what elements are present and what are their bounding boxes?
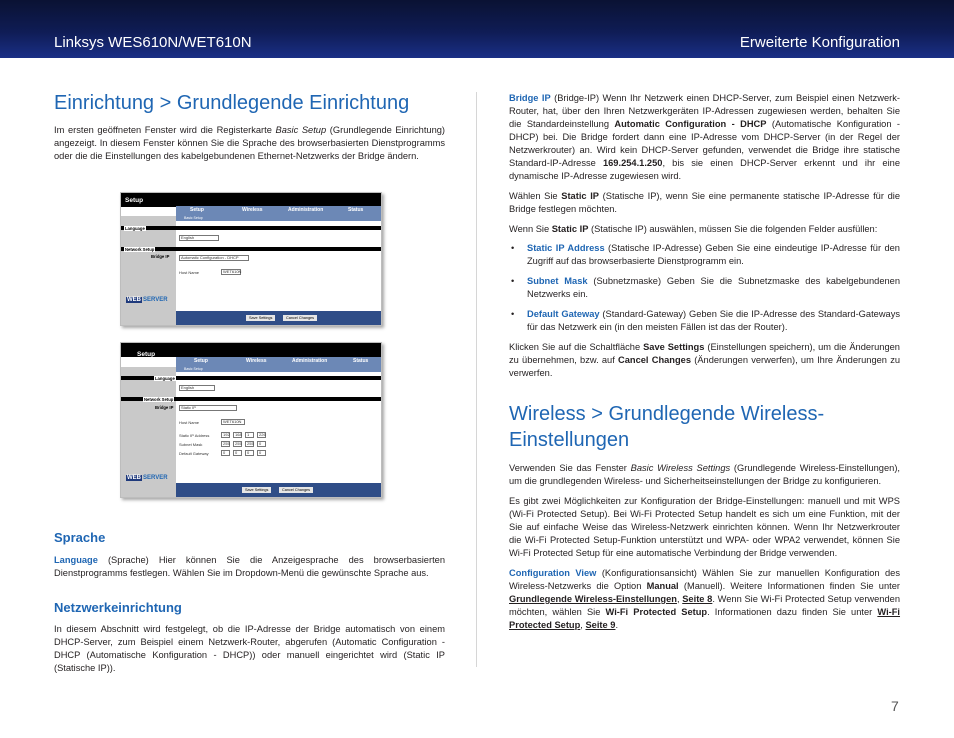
list-item: • Static IP Address (Statische IP-Adresse) Geben Sie eine eindeutige IP-Adresse für den Zugriff auf das browserbasierte Dienstprogramm ein. bbox=[509, 242, 900, 268]
screenshot-label: Network Setup bbox=[144, 397, 174, 402]
screenshot-tab: Setup bbox=[194, 358, 208, 364]
link-page-8[interactable]: Seite 8 bbox=[682, 594, 713, 604]
wps-paragraph: Es gibt zwei Möglichkeiten zur Konfiguration der Bridge-Einstellungen: manuell und mit WPS (Wi-Fi Protected Setup). Bei Wi-Fi Protected Setup handelt es sich um eine Funktion, mit der Sie auf einfache Weise das Wireless-Netzwerk einrichten können. Wenn Ihr Netzwerkrouter die Wi-Fi Protected Setup-Funktion unterstützt und WPA- oder WPA2 verwendet, können Sie Wi-Fi Protected Setup für eine automatische Verbindung der Bridge verwenden. bbox=[509, 496, 900, 558]
bridge-ip-paragraph: Bridge IP (Bridge-IP) Wenn Ihr Netzwerk einen DHCP-Server, zum Beispiel einen Netzwerk-Router, hat, über den Ihren Netzwerkgeräten IP-Adressen zugewiesen werden, behalten Sie die Standardeinstellung Automatic Configuration - DHCP (Automatische Konfiguration - DHCP) bei. Die Bridge fordert dann eine IP-Adresse vom DHCP-Server (in der Regel der Netzwerkrouter) an. Wird kein DHCP-Server gefunden, verwendet die Bridge ihre statische Standard-IP-Adresse 169.254.1.250, bis sie einen DHCP-Server erkennt und ihr eine dynamische IP-Adresse zugewiesen wird. bbox=[509, 93, 901, 181]
screenshot-octet: 168 bbox=[235, 432, 242, 437]
screenshot-label: Network Setup bbox=[125, 247, 155, 252]
screenshot-label: Language bbox=[125, 226, 145, 231]
netzwerk-paragraph: In diesem Abschnitt wird festgelegt, ob die IP-Adresse der Bridge automatisch von einem DHCP-Server, zum Beispiel einem Netzwerk-Router, abgerufen (Automatic Configuration - DHCP (Automatische Konfiguration - DHCP)) oder manuell eingerichtet wird (Static IP (Statische IP)). bbox=[54, 624, 445, 673]
link-page-9[interactable]: Seite 9 bbox=[585, 620, 616, 630]
screenshot-octet: 0 bbox=[221, 450, 230, 456]
header-section: Erweiterte Konfiguration bbox=[739, 34, 900, 51]
screenshot-field-label: Static IP Address bbox=[179, 433, 210, 438]
screenshot-cancel-button: Cancel Changes bbox=[283, 315, 317, 321]
screenshot-octet: 192 bbox=[223, 432, 230, 437]
screenshot-language-select: English bbox=[179, 385, 215, 391]
left-column bbox=[54, 90, 445, 163]
list-item: • Subnet Mask (Subnetzmaske) Geben Sie die Subnetzmaske des kabelgebundenen Netzwerks ein. bbox=[509, 275, 900, 301]
section-title-wireless: Wireless > Grundlegende Wireless-Einstellungen bbox=[509, 403, 825, 451]
screenshot-subtab: Basic Setup bbox=[184, 367, 203, 371]
screenshot-hostname-input: WET610N bbox=[223, 269, 242, 274]
setup-static-screenshot bbox=[120, 342, 382, 498]
screenshot-subtab: Basic Setup bbox=[184, 216, 203, 220]
screenshot-topbar bbox=[121, 193, 381, 207]
right-column bbox=[509, 92, 900, 632]
screenshot-save-button: Save Settings bbox=[242, 487, 271, 493]
link-wps[interactable]: Wi-Fi Protected Setup bbox=[509, 607, 901, 630]
left-lower bbox=[54, 528, 445, 675]
screenshot-octet: 0 bbox=[245, 450, 254, 456]
screenshot-label: Bridge IP bbox=[151, 254, 170, 259]
column-divider bbox=[476, 92, 477, 667]
screenshot-button-bar bbox=[176, 483, 381, 497]
link-basic-wireless[interactable]: Grundlegende Wireless-Einstellungen bbox=[509, 594, 677, 604]
static-fields-list bbox=[509, 242, 900, 334]
list-item: • Default Gateway (Standard-Gateway) Geben Sie die IP-Adresse des Standard-Gateways für das Netzwerk ein (in den meisten Fällen ist das der Router). bbox=[509, 308, 900, 334]
screenshot-cancel-button: Cancel Changes bbox=[279, 487, 313, 493]
screenshot-tab: Setup bbox=[190, 207, 204, 213]
screenshot-static-select: Static IP bbox=[179, 405, 237, 411]
screenshot-tabbar bbox=[176, 357, 381, 367]
heading-netzwerk: Netzwerkeinrichtung bbox=[54, 600, 182, 615]
page-number: 7 bbox=[891, 698, 899, 714]
screenshot-label: Bridge IP bbox=[155, 405, 174, 410]
screenshot-logo: WEB SERVER bbox=[127, 297, 168, 303]
screenshot-tabbar bbox=[176, 206, 381, 216]
header-product: Linksys WES610N/WET610N bbox=[54, 34, 252, 51]
screenshot-tab: Administration bbox=[288, 207, 324, 213]
screenshot-tab: Wireless bbox=[246, 358, 267, 364]
screenshot-logo: WEB SERVER bbox=[127, 475, 168, 481]
page-header bbox=[0, 0, 954, 58]
screenshot-left-panel bbox=[121, 216, 176, 325]
heading-sprache: Sprache bbox=[54, 530, 106, 545]
screenshot-octet: 0 bbox=[257, 450, 266, 456]
screenshot-field-label: Host Name bbox=[179, 270, 200, 275]
screenshot-octet: 0 bbox=[257, 441, 266, 447]
screenshot-hostname-input: WET610N bbox=[221, 419, 245, 425]
screenshot-octet: 255 bbox=[235, 441, 242, 446]
screenshot-button-bar bbox=[176, 311, 381, 325]
screenshot-language-select: English bbox=[179, 235, 219, 241]
screenshot-topbar bbox=[121, 343, 381, 357]
screenshot-tab: Administration bbox=[292, 358, 328, 364]
screenshot-save-button: Save Settings bbox=[246, 315, 275, 321]
static-ip-paragraph: Wählen Sie Static IP (Statische IP), wenn Sie eine permanente statische IP-Adresse für die Bridge festlegen möchten. bbox=[509, 191, 900, 214]
screenshot-tab: Wireless bbox=[242, 207, 263, 213]
screenshot-octet: 1 bbox=[245, 432, 254, 438]
setup-dhcp-screenshot bbox=[120, 192, 382, 326]
static-fields-intro: Wenn Sie Static IP (Statische IP) auswählen, müssen Sie die folgenden Felder ausfüllen: bbox=[509, 224, 878, 234]
screenshot-tab: Status bbox=[348, 207, 364, 213]
screenshot-tab: Status bbox=[353, 358, 369, 364]
screenshot-dhcp-select: Automatic Configuration - DHCP bbox=[179, 255, 249, 261]
sprache-paragraph: Language (Sprache) Hier können Sie die Anzeigesprache des browserbasierten Dienstprogramms festlegen. Wählen Sie im Dropdown-Menü die gewünschte Sprache aus. bbox=[54, 555, 445, 578]
section-title-setup: Einrichtung > Grundlegende Einrichtung bbox=[54, 92, 410, 114]
configuration-view-paragraph: Configuration View (Konfigurationsansicht) Wählen Sie zur manuellen Konfiguration des Wireless-Netzwerks die Option Manual (Manuell). Weitere Informationen finden Sie unter Grundlegende Wireless-Einstellungen, Seite 8. Wenn Sie Wi-Fi Protected Setup verwenden möchten, wählen Sie Wi-Fi Protected Setup. Informationen dazu finden Sie unter Wi-Fi Protected Setup, Seite 9. bbox=[509, 568, 901, 630]
screenshot-octet: 0 bbox=[233, 450, 242, 456]
screenshot-field-label: Subnet Mask bbox=[179, 442, 203, 447]
save-cancel-paragraph: Klicken Sie auf die Schaltfläche Save Settings (Einstellungen speichern), um die Änderungen zu übernehmen, bzw. auf Cancel Changes (Änderungen verwerfen), um Ihre Änderungen zu verwerfen. bbox=[509, 342, 901, 378]
intro-paragraph: Im ersten geöffneten Fenster wird die Registerkarte Basic Setup (Grundlegende Einrichtung) angezeigt. In diesem Fenster können Sie die Sprache des browserbasierten Dienstprogramms oder die die Einstellungen des kabelgebundenen Ethernet-Netzwerks der Bridge ändern. bbox=[54, 125, 446, 161]
screenshot-field-label: Host Name bbox=[179, 420, 200, 425]
screenshot-octet: 255 bbox=[247, 441, 254, 446]
screenshot-label: Language bbox=[155, 376, 175, 381]
screenshot-octet: 226 bbox=[259, 432, 266, 437]
wireless-intro-paragraph: Verwenden Sie das Fenster Basic Wireless Settings (Grundlegende Wireless-Einstellungen), um die grundlegenden Wireless- und Sicherheitseinstellungen der Bridge zu konfigurieren. bbox=[509, 463, 900, 486]
screenshot-octet: 255 bbox=[223, 441, 230, 446]
screenshot-setup-label: Setup bbox=[137, 351, 156, 358]
screenshot-field-label: Default Gateway bbox=[179, 451, 209, 456]
screenshot-setup-label: Setup bbox=[125, 197, 144, 204]
